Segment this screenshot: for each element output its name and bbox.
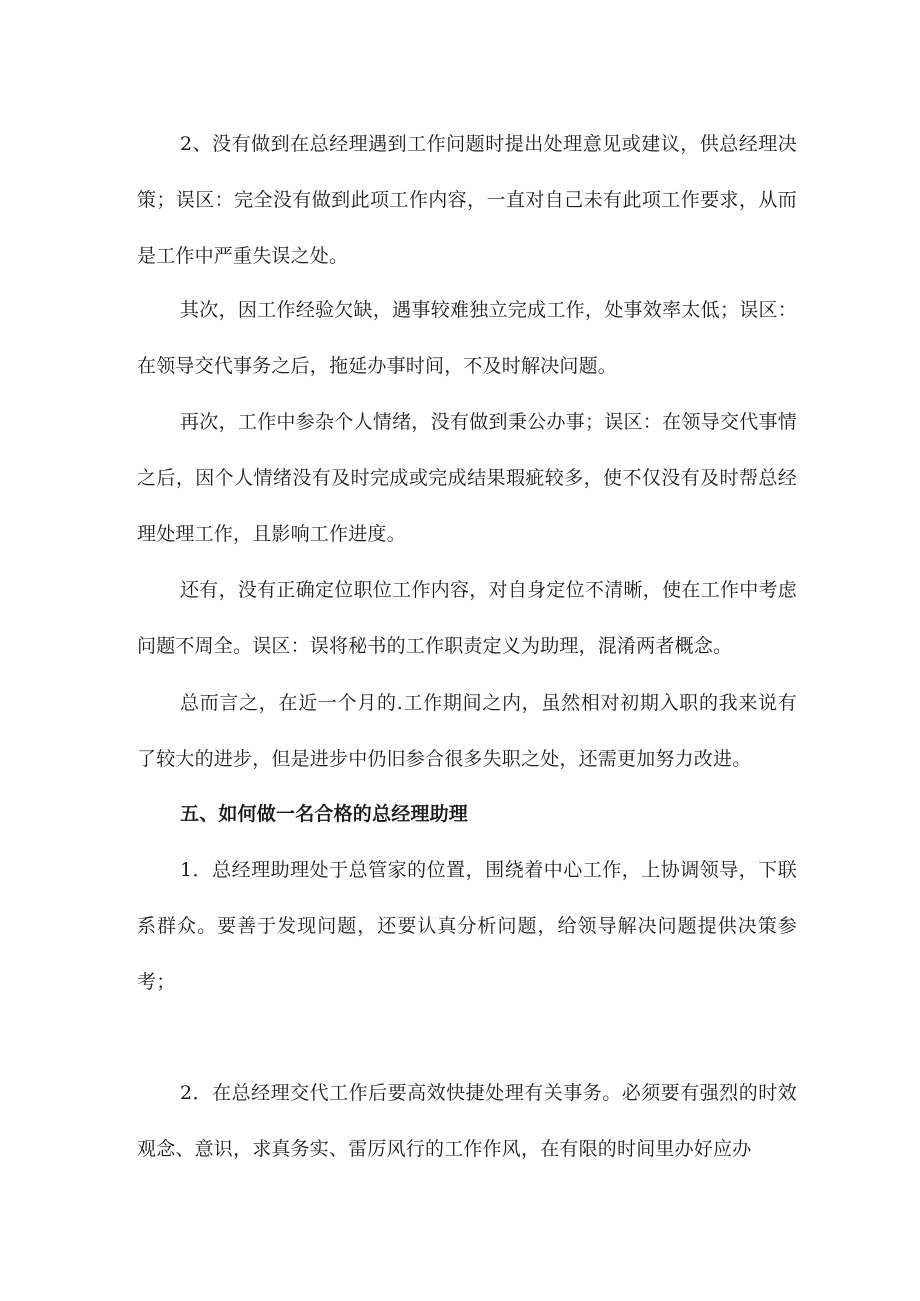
paragraph-also: 还有，没有正确定位职位工作内容，对自身定位不清晰，使在工作中考虑问题不周全。误区：误将秘书的工作职责定义为助理，混淆两者概念。: [137, 579, 797, 657]
paragraph-point-2: 2、没有做到在总经理遇到工作问题时提出处理意见或建议，供总经理决策；误区：完全没有做到此项工作内容，一直对自己未有此项工作要求，从而是工作中严重失误之处。: [137, 133, 797, 267]
section-heading-five: 五、如何做一名合格的总经理助理: [180, 803, 469, 825]
paragraph-item-1: 1．总经理助理处于总管家的位置，围绕着中心工作，上协调领导，下联系群众。要善于发现问题，还要认真分析问题，给领导解决问题提供决策参考；: [137, 859, 797, 993]
paragraph-secondly: 其次，因工作经验欠缺，遇事较难独立完成工作，处事效率太低；误区：在领导交代事务之后，拖延办事时间，不及时解决问题。: [137, 299, 797, 377]
paragraph-thirdly: 再次，工作中参杂个人情绪，没有做到秉公办事；误区：在领导交代事情之后，因个人情绪没有及时完成或完成结果瑕疵较多，使不仅没有及时帮总经理处理工作，且影响工作进度。: [137, 411, 797, 545]
paragraph-summary: 总而言之，在近一个月的.工作期间之内，虽然相对初期入职的我来说有了较大的进步，但是进步中仍旧参合很多失职之处，还需更加努力改进。: [137, 692, 797, 770]
paragraph-item-2: 2．在总经理交代工作后要高效快捷处理有关事务。必须要有强烈的时效观念、意识，求真务实、雷厉风行的工作作风，在有限的时间里办好应办: [137, 1082, 797, 1160]
